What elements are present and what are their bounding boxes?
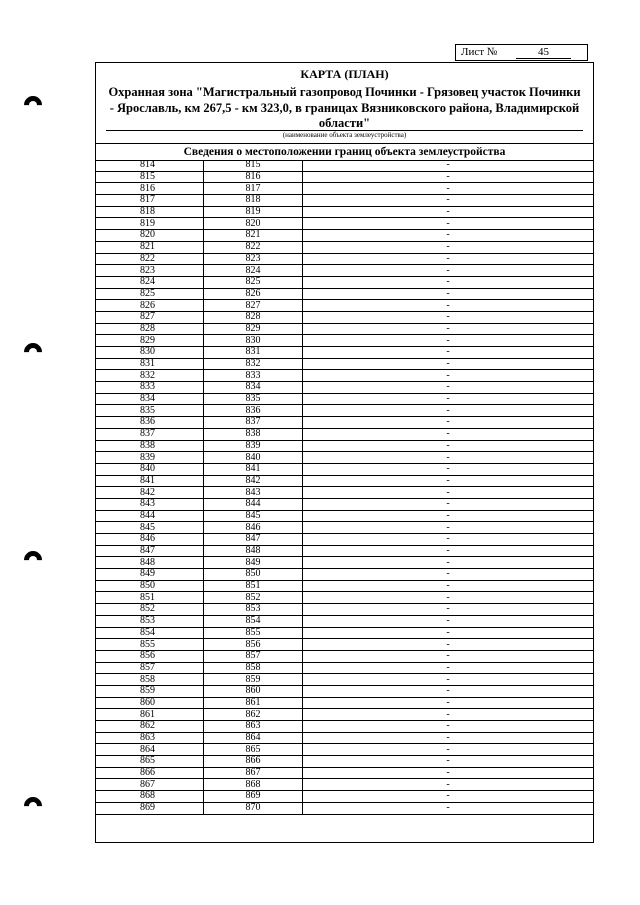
value-cell: - bbox=[303, 230, 594, 242]
object-name: Охранная зона "Магистральный газопровод Починки - Грязовец участок Починки - Ярославль, км 267,5 - км 323,0, в границах Вязниковского района, Владимирской области" bbox=[108, 85, 581, 130]
to-point-cell: 840 bbox=[204, 452, 303, 464]
table-row bbox=[96, 347, 593, 359]
table-row bbox=[96, 685, 593, 697]
value-cell: - bbox=[303, 160, 594, 171]
table-row bbox=[96, 370, 593, 382]
to-point-cell: 870 bbox=[204, 802, 303, 814]
value-cell: - bbox=[303, 522, 594, 534]
value-cell: - bbox=[303, 323, 594, 335]
to-point-cell: 822 bbox=[204, 241, 303, 253]
object-name-caption: (наименование объекта землеустройства) bbox=[282, 131, 407, 139]
from-point-cell: 818 bbox=[96, 206, 204, 218]
table-row bbox=[96, 323, 593, 335]
binder-hole-4 bbox=[20, 793, 45, 818]
to-point-cell: 857 bbox=[204, 650, 303, 662]
to-point-cell: 839 bbox=[204, 440, 303, 452]
from-point-cell: 830 bbox=[96, 347, 204, 359]
from-point-cell: 849 bbox=[96, 569, 204, 581]
to-point-cell: 835 bbox=[204, 393, 303, 405]
from-point-cell: 820 bbox=[96, 230, 204, 242]
value-cell: - bbox=[303, 545, 594, 557]
value-cell: - bbox=[303, 534, 594, 546]
table-row bbox=[96, 639, 593, 651]
table-row bbox=[96, 522, 593, 534]
to-point-cell: 862 bbox=[204, 709, 303, 721]
table-row bbox=[96, 276, 593, 288]
boundary-table-body bbox=[96, 160, 593, 814]
to-point-cell: 815 bbox=[204, 160, 303, 171]
value-cell: - bbox=[303, 498, 594, 510]
table-row bbox=[96, 674, 593, 686]
table-row bbox=[96, 311, 593, 323]
from-point-cell: 822 bbox=[96, 253, 204, 265]
table-row bbox=[96, 171, 593, 183]
table-row bbox=[96, 183, 593, 195]
from-point-cell: 855 bbox=[96, 639, 204, 651]
from-point-cell: 847 bbox=[96, 545, 204, 557]
from-point-cell: 859 bbox=[96, 685, 204, 697]
to-point-cell: 866 bbox=[204, 756, 303, 768]
from-point-cell: 867 bbox=[96, 779, 204, 791]
to-point-cell: 851 bbox=[204, 580, 303, 592]
value-cell: - bbox=[303, 569, 594, 581]
from-point-cell: 846 bbox=[96, 534, 204, 546]
from-point-cell: 823 bbox=[96, 265, 204, 277]
from-point-cell: 860 bbox=[96, 697, 204, 709]
table-row bbox=[96, 358, 593, 370]
table-row bbox=[96, 475, 593, 487]
table-row bbox=[96, 428, 593, 440]
table-row bbox=[96, 779, 593, 791]
from-point-cell: 840 bbox=[96, 463, 204, 475]
from-point-cell: 864 bbox=[96, 744, 204, 756]
from-point-cell: 863 bbox=[96, 732, 204, 744]
table-row bbox=[96, 230, 593, 242]
value-cell: - bbox=[303, 744, 594, 756]
value-cell: - bbox=[303, 685, 594, 697]
from-point-cell: 839 bbox=[96, 452, 204, 464]
value-cell: - bbox=[303, 592, 594, 604]
value-cell: - bbox=[303, 241, 594, 253]
table-row bbox=[96, 241, 593, 253]
from-point-cell: 841 bbox=[96, 475, 204, 487]
value-cell: - bbox=[303, 487, 594, 499]
table-row bbox=[96, 791, 593, 803]
to-point-cell: 829 bbox=[204, 323, 303, 335]
from-point-cell: 869 bbox=[96, 802, 204, 814]
from-point-cell: 827 bbox=[96, 311, 204, 323]
to-point-cell: 841 bbox=[204, 463, 303, 475]
from-point-cell: 836 bbox=[96, 417, 204, 429]
value-cell: - bbox=[303, 639, 594, 651]
from-point-cell: 868 bbox=[96, 791, 204, 803]
value-cell: - bbox=[303, 440, 594, 452]
table-row bbox=[96, 440, 593, 452]
value-cell: - bbox=[303, 405, 594, 417]
from-point-cell: 814 bbox=[96, 160, 204, 171]
from-point-cell: 861 bbox=[96, 709, 204, 721]
table-row bbox=[96, 300, 593, 312]
to-point-cell: 858 bbox=[204, 662, 303, 674]
from-point-cell: 815 bbox=[96, 171, 204, 183]
value-cell: - bbox=[303, 347, 594, 359]
value-cell: - bbox=[303, 417, 594, 429]
value-cell: - bbox=[303, 802, 594, 814]
to-point-cell: 823 bbox=[204, 253, 303, 265]
to-point-cell: 816 bbox=[204, 171, 303, 183]
from-point-cell: 828 bbox=[96, 323, 204, 335]
document-frame bbox=[95, 62, 594, 843]
from-point-cell: 842 bbox=[96, 487, 204, 499]
value-cell: - bbox=[303, 756, 594, 768]
to-point-cell: 855 bbox=[204, 627, 303, 639]
to-point-cell: 819 bbox=[204, 206, 303, 218]
value-cell: - bbox=[303, 428, 594, 440]
table-row bbox=[96, 265, 593, 277]
table-row bbox=[96, 463, 593, 475]
value-cell: - bbox=[303, 475, 594, 487]
from-point-cell: 826 bbox=[96, 300, 204, 312]
to-point-cell: 852 bbox=[204, 592, 303, 604]
from-point-cell: 857 bbox=[96, 662, 204, 674]
from-point-cell: 865 bbox=[96, 756, 204, 768]
from-point-cell: 862 bbox=[96, 721, 204, 733]
value-cell: - bbox=[303, 253, 594, 265]
value-cell: - bbox=[303, 580, 594, 592]
table-row bbox=[96, 709, 593, 721]
from-point-cell: 825 bbox=[96, 288, 204, 300]
to-point-cell: 836 bbox=[204, 405, 303, 417]
document-title: КАРТА (ПЛАН) bbox=[300, 67, 389, 81]
value-cell: - bbox=[303, 779, 594, 791]
table-row bbox=[96, 767, 593, 779]
from-point-cell: 816 bbox=[96, 183, 204, 195]
table-row bbox=[96, 382, 593, 394]
table-row bbox=[96, 557, 593, 569]
to-point-cell: 842 bbox=[204, 475, 303, 487]
table-row bbox=[96, 721, 593, 733]
table-row bbox=[96, 405, 593, 417]
value-cell: - bbox=[303, 709, 594, 721]
from-point-cell: 834 bbox=[96, 393, 204, 405]
from-point-cell: 858 bbox=[96, 674, 204, 686]
to-point-cell: 849 bbox=[204, 557, 303, 569]
to-point-cell: 824 bbox=[204, 265, 303, 277]
to-point-cell: 831 bbox=[204, 347, 303, 359]
table-row bbox=[96, 615, 593, 627]
table-row bbox=[96, 802, 593, 814]
to-point-cell: 828 bbox=[204, 311, 303, 323]
to-point-cell: 848 bbox=[204, 545, 303, 557]
value-cell: - bbox=[303, 300, 594, 312]
from-point-cell: 821 bbox=[96, 241, 204, 253]
table-row bbox=[96, 206, 593, 218]
to-point-cell: 844 bbox=[204, 498, 303, 510]
to-point-cell: 838 bbox=[204, 428, 303, 440]
value-cell: - bbox=[303, 510, 594, 522]
value-cell: - bbox=[303, 452, 594, 464]
table-row bbox=[96, 697, 593, 709]
sheet-label: Лист № bbox=[461, 46, 498, 58]
table-row bbox=[96, 650, 593, 662]
value-cell: - bbox=[303, 171, 594, 183]
table-row bbox=[96, 393, 593, 405]
table-row bbox=[96, 195, 593, 207]
table-row bbox=[96, 662, 593, 674]
from-point-cell: 835 bbox=[96, 405, 204, 417]
table-row bbox=[96, 335, 593, 347]
from-point-cell: 831 bbox=[96, 358, 204, 370]
value-cell: - bbox=[303, 650, 594, 662]
table-row bbox=[96, 756, 593, 768]
table-row bbox=[96, 487, 593, 499]
table-row bbox=[96, 218, 593, 230]
from-point-cell: 848 bbox=[96, 557, 204, 569]
to-point-cell: 843 bbox=[204, 487, 303, 499]
binder-hole-3 bbox=[20, 547, 45, 572]
table-row bbox=[96, 452, 593, 464]
table-row bbox=[96, 534, 593, 546]
to-point-cell: 863 bbox=[204, 721, 303, 733]
from-point-cell: 845 bbox=[96, 522, 204, 534]
table-row bbox=[96, 510, 593, 522]
value-cell: - bbox=[303, 697, 594, 709]
from-point-cell: 851 bbox=[96, 592, 204, 604]
sheet-number: 45 bbox=[516, 46, 571, 59]
to-point-cell: 826 bbox=[204, 288, 303, 300]
to-point-cell: 820 bbox=[204, 218, 303, 230]
from-point-cell: 838 bbox=[96, 440, 204, 452]
value-cell: - bbox=[303, 662, 594, 674]
to-point-cell: 837 bbox=[204, 417, 303, 429]
table-row bbox=[96, 545, 593, 557]
from-point-cell: 866 bbox=[96, 767, 204, 779]
value-cell: - bbox=[303, 721, 594, 733]
to-point-cell: 854 bbox=[204, 615, 303, 627]
value-cell: - bbox=[303, 767, 594, 779]
table-row bbox=[96, 160, 593, 171]
to-point-cell: 845 bbox=[204, 510, 303, 522]
to-point-cell: 821 bbox=[204, 230, 303, 242]
table-row bbox=[96, 732, 593, 744]
to-point-cell: 825 bbox=[204, 276, 303, 288]
value-cell: - bbox=[303, 732, 594, 744]
value-cell: - bbox=[303, 265, 594, 277]
from-point-cell: 824 bbox=[96, 276, 204, 288]
boundary-table bbox=[96, 160, 593, 815]
from-point-cell: 852 bbox=[96, 604, 204, 616]
table-row bbox=[96, 627, 593, 639]
to-point-cell: 859 bbox=[204, 674, 303, 686]
value-cell: - bbox=[303, 674, 594, 686]
binder-hole-1 bbox=[20, 92, 45, 117]
value-cell: - bbox=[303, 791, 594, 803]
value-cell: - bbox=[303, 218, 594, 230]
from-point-cell: 833 bbox=[96, 382, 204, 394]
value-cell: - bbox=[303, 627, 594, 639]
from-point-cell: 844 bbox=[96, 510, 204, 522]
table-row bbox=[96, 288, 593, 300]
value-cell: - bbox=[303, 382, 594, 394]
from-point-cell: 817 bbox=[96, 195, 204, 207]
to-point-cell: 867 bbox=[204, 767, 303, 779]
from-point-cell: 843 bbox=[96, 498, 204, 510]
value-cell: - bbox=[303, 335, 594, 347]
to-point-cell: 860 bbox=[204, 685, 303, 697]
value-cell: - bbox=[303, 604, 594, 616]
to-point-cell: 817 bbox=[204, 183, 303, 195]
from-point-cell: 837 bbox=[96, 428, 204, 440]
to-point-cell: 833 bbox=[204, 370, 303, 382]
to-point-cell: 861 bbox=[204, 697, 303, 709]
value-cell: - bbox=[303, 615, 594, 627]
table-row bbox=[96, 569, 593, 581]
value-cell: - bbox=[303, 463, 594, 475]
value-cell: - bbox=[303, 206, 594, 218]
value-cell: - bbox=[303, 195, 594, 207]
table-row bbox=[96, 417, 593, 429]
table-row bbox=[96, 498, 593, 510]
from-point-cell: 856 bbox=[96, 650, 204, 662]
header-divider bbox=[96, 143, 593, 144]
value-cell: - bbox=[303, 358, 594, 370]
to-point-cell: 865 bbox=[204, 744, 303, 756]
to-point-cell: 853 bbox=[204, 604, 303, 616]
to-point-cell: 830 bbox=[204, 335, 303, 347]
from-point-cell: 854 bbox=[96, 627, 204, 639]
to-point-cell: 846 bbox=[204, 522, 303, 534]
to-point-cell: 827 bbox=[204, 300, 303, 312]
table-row bbox=[96, 744, 593, 756]
value-cell: - bbox=[303, 183, 594, 195]
to-point-cell: 864 bbox=[204, 732, 303, 744]
from-point-cell: 850 bbox=[96, 580, 204, 592]
table-row bbox=[96, 604, 593, 616]
to-point-cell: 818 bbox=[204, 195, 303, 207]
table-row bbox=[96, 592, 593, 604]
table-row bbox=[96, 580, 593, 592]
to-point-cell: 850 bbox=[204, 569, 303, 581]
from-point-cell: 853 bbox=[96, 615, 204, 627]
section-header: Сведения о местоположении границ объекта землеустройства bbox=[96, 146, 593, 161]
value-cell: - bbox=[303, 370, 594, 382]
from-point-cell: 832 bbox=[96, 370, 204, 382]
table-row bbox=[96, 253, 593, 265]
value-cell: - bbox=[303, 557, 594, 569]
value-cell: - bbox=[303, 393, 594, 405]
to-point-cell: 847 bbox=[204, 534, 303, 546]
from-point-cell: 829 bbox=[96, 335, 204, 347]
value-cell: - bbox=[303, 311, 594, 323]
to-point-cell: 832 bbox=[204, 358, 303, 370]
binder-hole-2 bbox=[20, 339, 45, 364]
value-cell: - bbox=[303, 276, 594, 288]
to-point-cell: 856 bbox=[204, 639, 303, 651]
value-cell: - bbox=[303, 288, 594, 300]
to-point-cell: 868 bbox=[204, 779, 303, 791]
to-point-cell: 834 bbox=[204, 382, 303, 394]
sheet-number-box bbox=[455, 44, 588, 61]
from-point-cell: 819 bbox=[96, 218, 204, 230]
to-point-cell: 869 bbox=[204, 791, 303, 803]
